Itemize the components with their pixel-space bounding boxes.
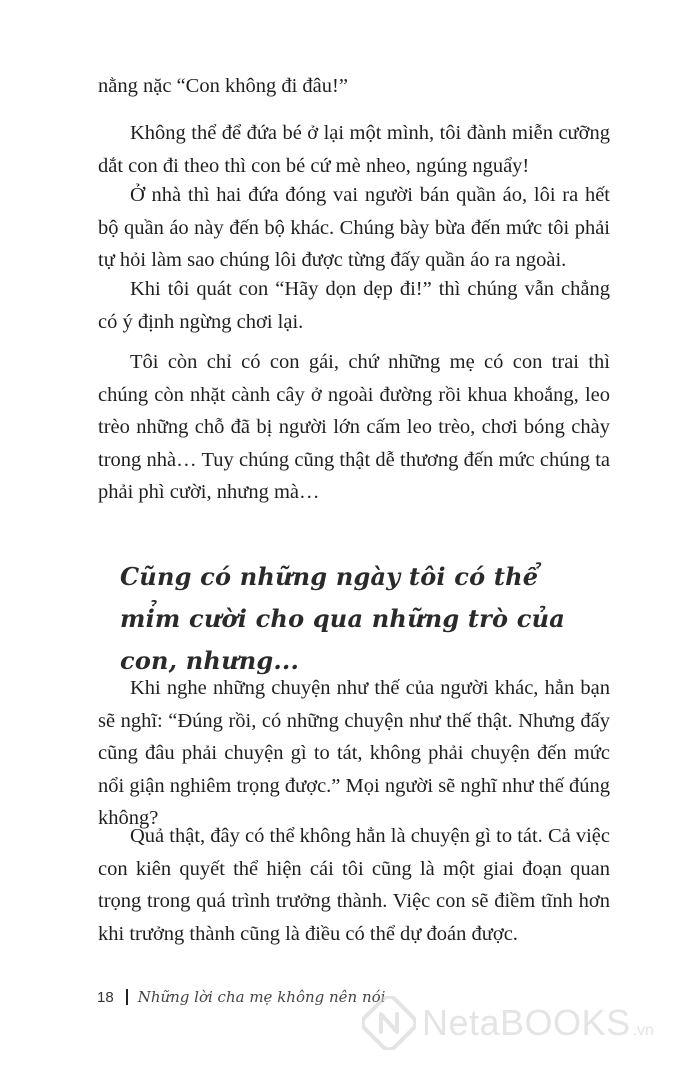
watermark-suffix: .vn [632, 1022, 654, 1039]
paragraph: Quả thật, đây có thể không hẳn là chuyện gì to tát. Cả việc con kiên quyết thể hiện cái tôi cũng là một giai đoạn quan trọng trong quá trình trưởng thành. Việc con sẽ điềm tĩnh hơn khi trưởng thành cũng là điều có thể dự đoán được. [98, 825, 610, 945]
paragraph-continuation: nằng nặc “Con không đi đâu!” [98, 75, 348, 97]
paragraph: Không thể để đứa bé ở lại một mình, tôi đành miễn cưỡng dắt con đi theo thì con bé cứ mè nheo, ngúng nguẩy! [98, 122, 610, 177]
publisher-watermark [362, 996, 654, 1050]
neta-logo-icon [362, 996, 416, 1050]
watermark-text: NetaBOOKS [422, 1002, 631, 1043]
paragraph: Khi nghe những chuyện như thế của người khác, hẳn bạn sẽ nghĩ: “Đúng rồi, có những chuyện như thế thật. Nhưng đấy cũng đâu phải chuyện gì to tát, không phải chuyện đến mức nổi giận nghiêm trọng được.” Mọi người sẽ nghĩ như thế đúng không? [98, 677, 610, 829]
footer-divider [126, 989, 128, 1005]
paragraph: Tôi còn chỉ có con gái, chứ những mẹ có con trai thì chúng còn nhặt cành cây ở ngoài đường rồi khua khoắng, leo trèo những chỗ đã bị người lớn cấm leo trèo, chơi bóng chày trong nhà… Tuy chúng cũng thật dễ thương đến mức chúng ta phải phì cười, nhưng mà… [98, 351, 610, 503]
page-number: 18 [97, 988, 114, 1006]
running-book-title: Những lời cha mẹ không nên nói [137, 988, 386, 1006]
page-footer [97, 985, 385, 1009]
section-heading: Cũng có những ngày tôi có thể mỉm cười cho qua những trò của con, nhưng... [120, 562, 566, 675]
paragraph: Khi tôi quát con “Hãy dọn dẹp đi!” thì chúng vẫn chẳng có ý định ngừng chơi lại. [98, 278, 610, 333]
paragraph: Ở nhà thì hai đứa đóng vai người bán quần áo, lôi ra hết bộ quần áo này đến bộ khác. Chúng bày bừa đến mức tôi phải tự hỏi làm sao chúng lôi được từng đấy quần áo ra ngoài. [98, 184, 610, 271]
